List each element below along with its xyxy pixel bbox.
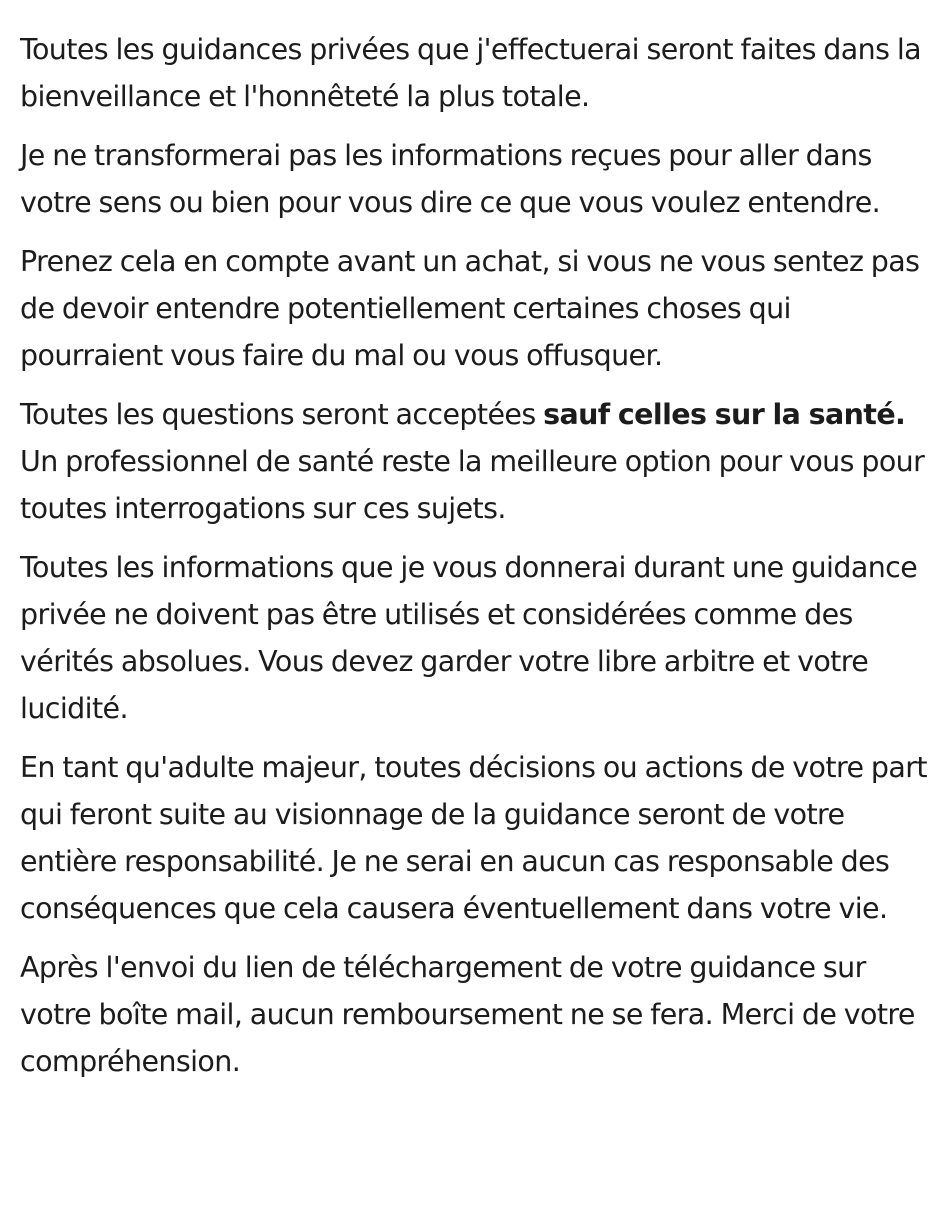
health-text-before: Toutes les questions seront acceptées — [20, 398, 544, 431]
health-exclusion-bold: sauf celles sur la santé. — [543, 398, 906, 431]
paragraph-free-will: Toutes les informations que je vous donnerai durant une guidance privée ne doivent pas être utilisés et considérées comme des vérités absolues. Vous devez garder votre libre arbitre et votre lucidité. — [20, 551, 918, 725]
paragraph-honesty: Toutes les guidances privées que j'effectuerai seront faites dans la bienveillance et l'honnêteté la plus totale. — [20, 33, 921, 113]
paragraph-responsibility: En tant qu'adulte majeur, toutes décisions ou actions de votre part qui feront suite au visionnage de la guidance seront de votre entière responsabilité. Je ne serai en aucun cas responsable des conséquences que cela causera éventuellement dans votre vie. — [20, 751, 927, 925]
paragraph-no-alteration: Je ne transformerai pas les informations reçues pour aller dans votre sens ou bien pour vous dire ce que vous voulez entendre. — [20, 139, 881, 219]
paragraph-purchase-warning: Prenez cela en compte avant un achat, si vous ne vous sentez pas de devoir entendre potentiellement certaines choses qui pourraient vous faire du mal ou vous offusquer. — [20, 245, 920, 372]
health-text-after: Un professionnel de santé reste la meilleure option pour vous pour toutes interrogations sur ces sujets. — [20, 445, 925, 525]
paragraph-no-refund: Après l'envoi du lien de téléchargement de votre guidance sur votre boîte mail, aucun remboursement ne se fera. Merci de votre compréhension. — [20, 951, 915, 1078]
paragraph-health-exclusion — [20, 391, 928, 532]
